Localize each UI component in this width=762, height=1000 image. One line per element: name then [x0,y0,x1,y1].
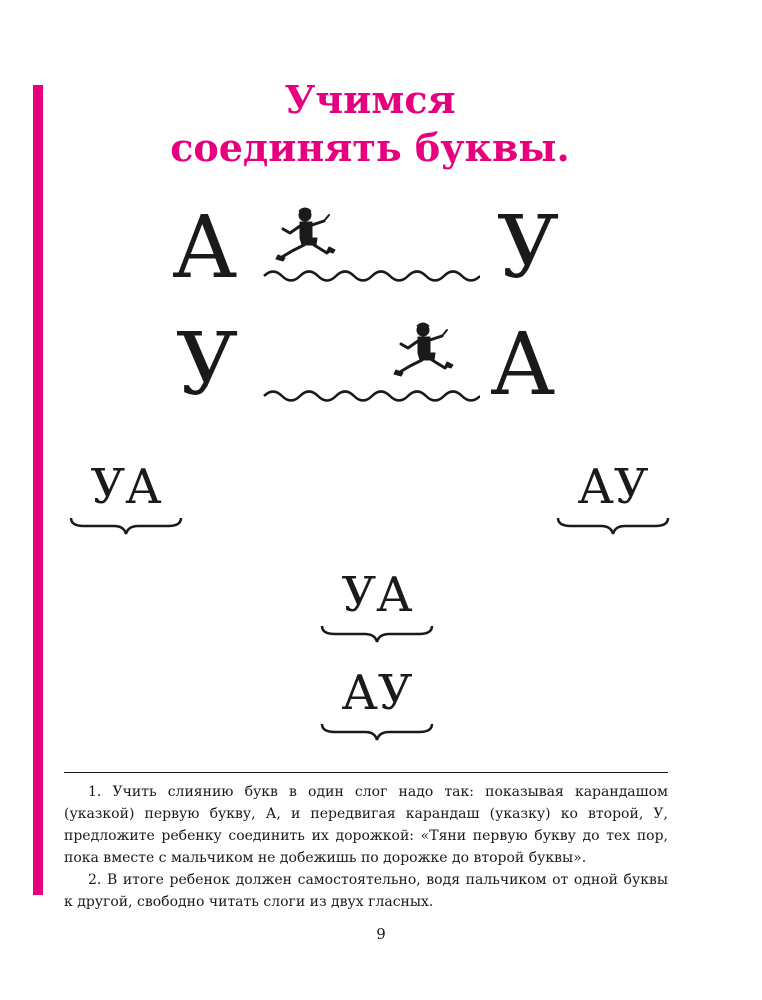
title-line-2: соединять буквы. [170,125,570,170]
wave-path-icon [262,386,480,406]
magenta-side-bar [33,85,43,895]
row1-right-letter: У [497,198,560,298]
title-line-1: Учимся [284,77,456,122]
syllable-center-top [317,567,437,646]
footnotes [64,781,668,913]
syllable-left [66,459,186,538]
footnote-divider [64,772,668,773]
wave-path-icon [262,266,480,286]
page-number: 9 [376,925,386,943]
footnote-1: 1. Учить слиянию букв в один слог надо так: показывая карандашом (указкой) первую букву, А, и передвигая карандаш (указку) ко второй, У, предложите ребенку соединить их дорожкой: «Тяни первую букву до тех пор, пока вместе с мальчиком не добежишь по дорожке до второй буквы». [64,784,668,866]
arc-underline-icon [319,718,435,744]
page-title [120,76,620,172]
syllable-center-bottom [317,665,437,744]
row2-left-letter: У [176,315,239,415]
running-boy-icon [272,205,344,263]
syllable-right-text: АУ [577,459,649,515]
arc-underline-icon [555,512,671,538]
syllable-right [553,459,673,538]
row2-right-letter: А [490,315,556,415]
syllable-center-top-text: УА [341,567,413,623]
arc-underline-icon [319,620,435,646]
running-boy-icon [390,320,462,378]
footnote-2: 2. В итоге ребенок должен самостоятельно, водя пальчиком от одной буквы к другой, свободно читать слоги из двух гласных. [64,872,668,910]
row1-left-letter: А [172,198,238,298]
arc-underline-icon [68,512,184,538]
syllable-left-text: УА [90,459,162,515]
syllable-center-bottom-text: АУ [341,665,413,721]
